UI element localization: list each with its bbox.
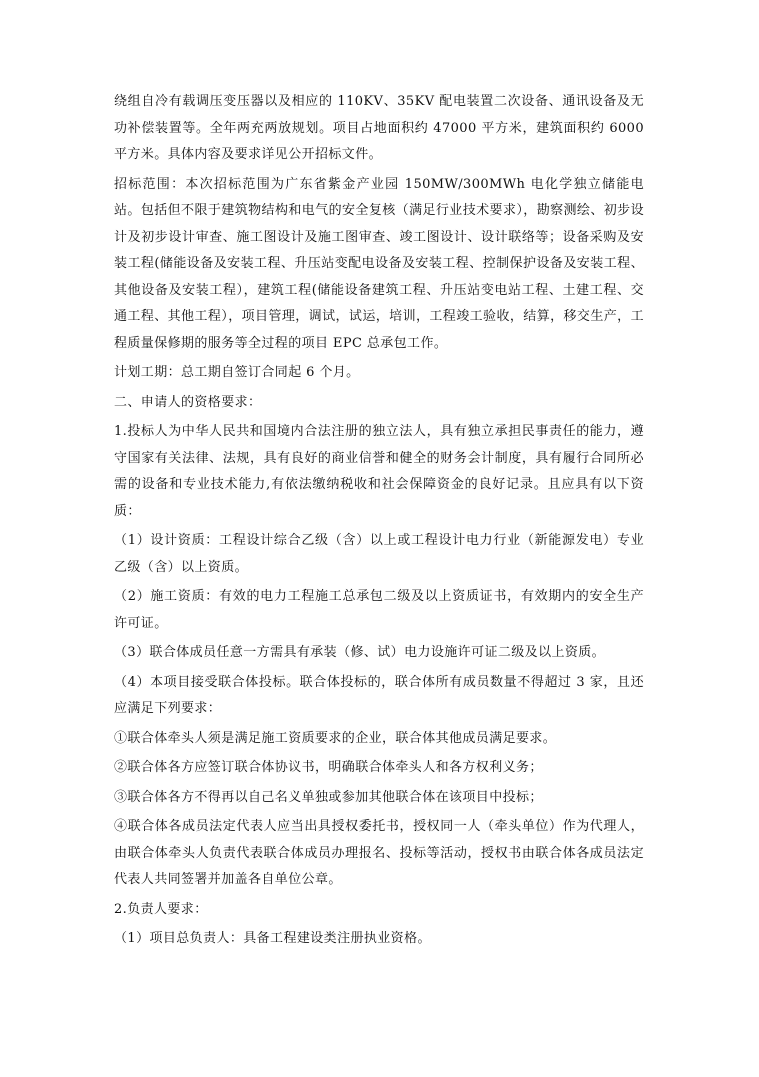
paragraph-consortium-bidding: （4）本项目接受联合体投标。联合体投标的，联合体所有成员数量不得超过 3 家，且还应满足下列要求： [114, 674, 644, 716]
list-item-consortium-4: ④联合体各成员法定代表人应当出具授权委托书，授权同一人（牵头单位）作为代理人，由联合体牵头人负责代表联合体成员办理报名、投标等活动，授权书由联合体各成员法定代表人共同签署并加盖各自单位公章。 [114, 819, 644, 887]
document-body [114, 89, 644, 956]
paragraph-bidder-requirements: 1.投标人为中华人民共和国境内合法注册的独立法人，具有独立承担民事责任的能力，遵守国家有关法律、法规，具有良好的商业信誉和健全的财务会计制度，具有履行合同所必需的设备和专业技术能力,有依法缴纳税收和社会保障资金的良好记录。且应具有以下资质： [114, 424, 644, 519]
list-item-consortium-2: ②联合体各方应签订联合体协议书，明确联合体牵头人和各方权利义务； [114, 760, 543, 775]
paragraph-consortium-license: （3）联合体成员任意一方需具有承装（修、试）电力设施许可证二级及以上资质。 [114, 645, 606, 660]
paragraph-project-manager: （1）项目总负责人：具备工程建设类注册执业资格。 [114, 931, 431, 946]
list-item-consortium-1: ①联合体牵头人须是满足施工资质要求的企业，联合体其他成员满足要求。 [114, 730, 557, 746]
paragraph-project-scale: 绕组自冷有载调压变压器以及相应的 110KV、35KV 配电装置二次设备、通讯设备及无功补偿装置等。全年两充两放规划。项目占地面积约 47000 平方米，建筑面积约 6000 平方米。具体内容及要求详见公开招标文件。 [114, 94, 644, 162]
paragraph-tender-scope: 招标范围：本次招标范围为广东省紫金产业园 150MW/300MWh 电化学独立储能电站。包括但不限于建筑物结构和电气的安全复核（满足行业技术要求），勘察测绘、初步设计及初步设计审查、施工图设计及施工图审查、竣工图设计、设计联络等；设备采购及安装工程(储能设备及安装工程、升压站变配电设备及安装工程、控制保护设备及安装工程、其他设备及安装工程），建筑工程(储能设备建筑工程、升压站变电站工程、土建工程、交通工程、其他工程），项目管理，调试，试运，培训，工程竣工验收，结算，移交生产，工程质量保修期的服务等全过程的项目 EPC 总承包工作。 [114, 176, 644, 351]
section-heading-manager-requirements: 2.负责人要求： [114, 901, 208, 917]
section-heading-qualifications: 二、申请人的资格要求： [114, 394, 262, 410]
paragraph-design-qualification: （1）设计资质：工程设计综合乙级（含）以上或工程设计电力行业（新能源发电）专业乙级（含）以上资质。 [114, 533, 644, 575]
list-item-consortium-3: ③联合体各方不得再以自己名义单独或参加其他联合体在该项目中投标； [114, 789, 543, 805]
paragraph-construction-qualification: （2）施工资质：有效的电力工程施工总承包二级及以上资质证书，有效期内的安全生产许可证。 [114, 589, 644, 631]
paragraph-planned-duration: 计划工期：总工期自签订合同起 6 个月。 [114, 365, 360, 380]
